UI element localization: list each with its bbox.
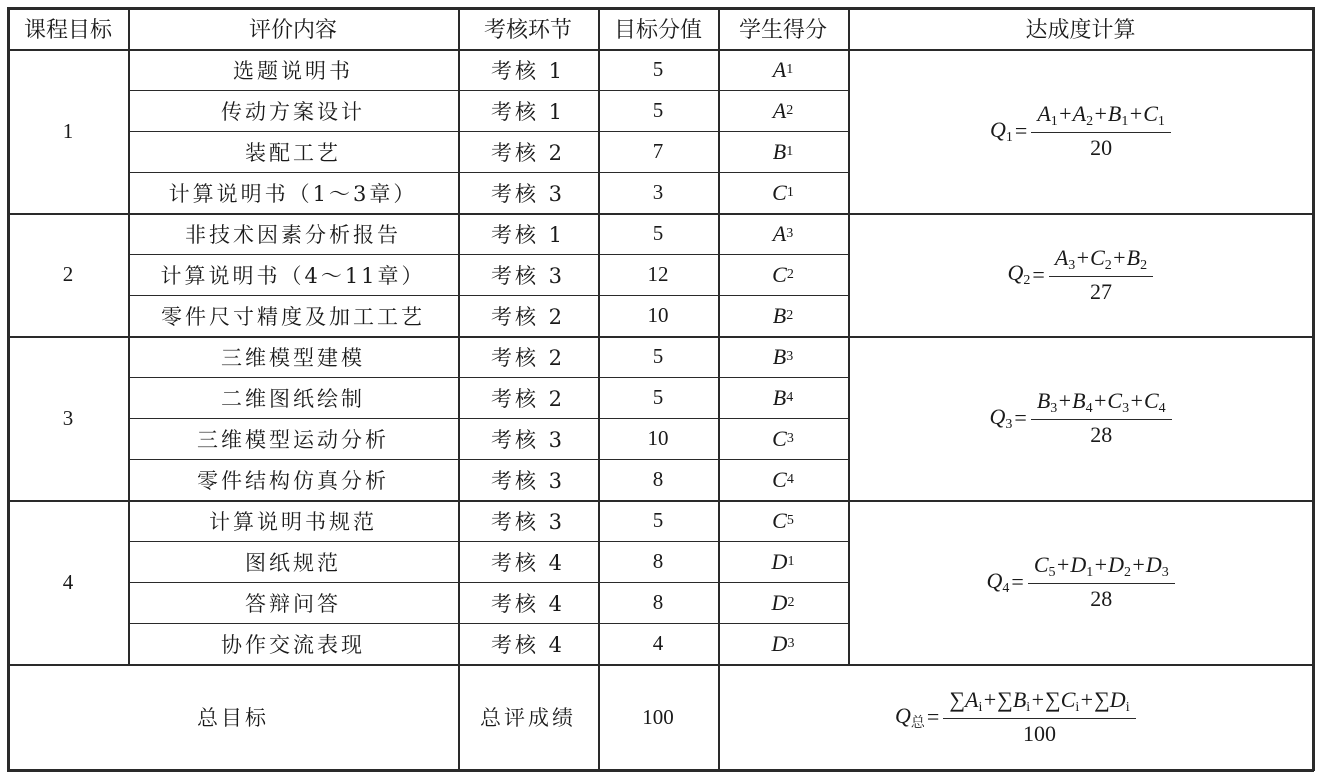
assessment-stage-cell: 考核 2: [490, 345, 566, 370]
evaluation-content-cell: 三维模型建模: [221, 345, 365, 370]
assessment-stage-cell: 考核 3: [490, 427, 566, 452]
table-rule: [7, 769, 1314, 772]
numerator-subscript: 3: [1050, 401, 1058, 416]
evaluation-content-cell: 协作交流表现: [221, 632, 365, 657]
score-subscript: 4: [786, 471, 794, 487]
evaluation-content-cell: 图纸规范: [245, 550, 341, 575]
formula-q-subscript: 4: [1002, 580, 1010, 596]
target-score-cell: 10: [647, 303, 669, 327]
fraction-numerator: [1049, 245, 1153, 277]
numerator-subscript: 1: [1086, 565, 1094, 580]
course-objective-cell: 1: [62, 118, 74, 143]
column-header: 课程目标: [23, 18, 112, 43]
numerator-subscript: i: [1026, 700, 1031, 715]
table-rule: [8, 213, 1313, 215]
total-stage-cell: 总评成绩: [480, 706, 576, 730]
course-objective-cell: 4: [62, 569, 74, 594]
score-subscript: 5: [786, 512, 794, 528]
numerator-term: +B: [1093, 101, 1122, 126]
score-subscript: 2: [786, 307, 794, 323]
target-score-cell: 5: [652, 57, 664, 81]
table-rule: [128, 172, 848, 173]
achievement-formula: [990, 101, 1171, 161]
numerator-term: +A: [1057, 101, 1087, 126]
evaluation-content-cell: 装配工艺: [245, 140, 341, 165]
fraction: [1028, 552, 1175, 612]
numerator-subscript: 4: [1085, 401, 1093, 416]
numerator-term: +∑D: [1079, 687, 1126, 712]
assessment-stage-cell: 考核 4: [490, 632, 566, 657]
numerator-term: C: [1033, 552, 1049, 577]
numerator-subscript: 2: [1104, 257, 1112, 273]
assessment-stage-cell: 考核 1: [490, 222, 566, 247]
table-rule: [128, 90, 848, 91]
numerator-term: +∑B: [982, 687, 1027, 712]
numerator-term: +∑C: [1030, 687, 1076, 712]
numerator-term: +B: [1111, 244, 1141, 270]
score-subscript: 2: [787, 594, 795, 610]
assessment-stage-cell: 考核 2: [490, 304, 566, 329]
student-score-cell: [718, 582, 848, 623]
fraction-numerator: [1028, 552, 1175, 584]
score-letter: C: [772, 261, 787, 287]
column-header: 达成度计算: [1025, 18, 1136, 43]
evaluation-content-cell: 计算说明书规范: [209, 509, 377, 534]
student-score-cell: [718, 172, 848, 213]
numerator-term: +D: [1130, 552, 1162, 577]
student-score-cell: [718, 49, 848, 90]
score-letter: C: [772, 425, 787, 451]
table-rule: [1312, 7, 1315, 771]
column-header: 目标分值: [613, 18, 702, 43]
score-subscript: 3: [786, 430, 794, 446]
total-target-cell: 100: [642, 704, 674, 729]
fraction-denominator: 20: [1090, 135, 1113, 160]
column-header: 考核环节: [483, 18, 572, 43]
target-score-cell: 8: [652, 549, 664, 573]
table-rule: [7, 7, 10, 771]
table-rule: [128, 418, 848, 419]
score-subscript: 3: [786, 348, 794, 364]
target-score-cell: 5: [652, 385, 664, 409]
evaluation-content-cell: 传动方案设计: [221, 99, 365, 124]
total-formula: [895, 687, 1136, 747]
numerator-term: A: [1054, 244, 1069, 270]
achievement-formula: [990, 388, 1172, 448]
fraction-denominator: 28: [1090, 422, 1113, 447]
numerator-term: +C: [1075, 244, 1105, 270]
student-score-cell: [718, 623, 848, 664]
fraction-numerator: [943, 687, 1135, 719]
assessment-stage-cell: 考核 3: [490, 468, 566, 493]
student-score-cell: [718, 377, 848, 418]
score-letter: D: [771, 630, 788, 656]
student-score-cell: [718, 459, 848, 500]
target-score-cell: 5: [652, 221, 664, 245]
numerator-subscript: 1: [1157, 114, 1165, 129]
formula-q: $Q_4$: [986, 567, 1010, 596]
fraction: [943, 687, 1135, 747]
table-rule: [458, 8, 460, 770]
numerator-subscript: 2: [1140, 257, 1148, 273]
course-objective-cell: 3: [62, 405, 74, 430]
numerator-term: +C: [1129, 388, 1159, 413]
student-score-cell: [718, 336, 848, 377]
numerator-subscript: 1: [1121, 114, 1129, 129]
student-score-cell: [718, 541, 848, 582]
table-rule: [128, 623, 848, 624]
score-letter: B: [772, 138, 787, 164]
achievement-formula: [1008, 245, 1154, 305]
fraction: [1031, 101, 1171, 161]
total-objective-label: 总目标: [197, 706, 269, 730]
table-rule: [128, 254, 848, 255]
evaluation-content-cell: 零件结构仿真分析: [197, 468, 389, 493]
target-score-cell: 4: [652, 631, 664, 655]
table-rule: [8, 336, 1313, 338]
score-subscript: 4: [786, 389, 794, 405]
evaluation-content-cell: 答辩问答: [245, 591, 341, 616]
assessment-stage-cell: 考核 4: [490, 591, 566, 616]
formula-q: $Q_1$: [990, 116, 1013, 145]
student-score-cell: [718, 131, 848, 172]
formula-q-subscript: 1: [1005, 129, 1013, 145]
numerator-subscript: 3: [1122, 401, 1130, 416]
numerator-subscript: i: [1075, 700, 1080, 715]
target-score-cell: 7: [652, 139, 664, 163]
score-subscript: 1: [786, 61, 794, 77]
table-rule: [718, 8, 720, 770]
formula-q: $Q_2$: [1007, 260, 1031, 288]
score-letter: A: [772, 56, 787, 82]
target-score-cell: 10: [647, 426, 669, 450]
score-letter: B: [772, 384, 787, 410]
assessment-stage-cell: 考核 3: [490, 263, 566, 288]
assessment-stage-cell: 考核 2: [490, 140, 566, 165]
numerator-term: +D: [1093, 552, 1124, 577]
score-subscript: 1: [786, 184, 794, 200]
table-rule: [128, 377, 848, 378]
column-header: 学生得分: [738, 18, 827, 43]
score-letter: B: [772, 343, 787, 369]
numerator-subscript: 3: [1068, 257, 1076, 273]
table-rule: [8, 500, 1313, 502]
column-header: 评价内容: [248, 18, 337, 43]
formula-q: $Q_3$: [989, 403, 1013, 432]
evaluation-content-cell: 非技术因素分析报告: [185, 222, 401, 247]
numerator-term: B: [1036, 388, 1051, 413]
student-score-cell: [718, 500, 848, 541]
course-objective-cell: 2: [62, 262, 74, 286]
student-score-cell: [718, 213, 848, 254]
table-rule: [128, 8, 130, 664]
table-rule: [848, 8, 850, 664]
student-score-cell: [718, 418, 848, 459]
score-subscript: 1: [786, 143, 794, 159]
score-letter: A: [772, 220, 787, 246]
numerator-subscript: 3: [1161, 565, 1169, 580]
fraction-denominator: 100: [1022, 721, 1056, 746]
target-score-cell: 8: [652, 590, 664, 614]
numerator-term: +C: [1128, 101, 1158, 126]
numerator-subscript: i: [1125, 700, 1130, 715]
evaluation-content-cell: 计算说明书（4～11章）: [160, 263, 426, 288]
target-score-cell: 5: [652, 508, 664, 532]
score-subscript: 2: [786, 266, 794, 282]
formula-q-subscript: 总: [910, 714, 925, 731]
evaluation-content-cell: 零件尺寸精度及加工工艺: [161, 304, 425, 329]
formula-q-subscript: 2: [1023, 273, 1031, 288]
target-score-cell: 8: [652, 467, 664, 491]
table-rule: [128, 131, 848, 132]
numerator-subscript: 2: [1086, 114, 1094, 129]
score-subscript: 1: [787, 553, 795, 569]
assessment-stage-cell: 考核 1: [490, 58, 566, 83]
target-score-cell: 5: [652, 98, 664, 122]
student-score-cell: [718, 295, 848, 336]
table-rule: [128, 295, 848, 296]
fraction-denominator: 27: [1089, 278, 1112, 304]
fraction-denominator: 28: [1090, 586, 1113, 611]
numerator-subscript: 4: [1158, 401, 1166, 416]
assessment-stage-cell: 考核 1: [490, 99, 566, 124]
table-rule: [128, 459, 848, 460]
assessment-stage-cell: 考核 4: [490, 550, 566, 575]
student-score-cell: [718, 254, 848, 295]
target-score-cell: 3: [652, 180, 664, 204]
numerator-subscript: 5: [1048, 565, 1056, 580]
table-rule: [128, 541, 848, 542]
table-rule: [598, 8, 600, 770]
score-letter: C: [772, 507, 787, 533]
evaluation-content-cell: 选题说明书: [233, 58, 353, 83]
equals-sign: =: [1014, 118, 1028, 143]
student-score-cell: [718, 90, 848, 131]
numerator-subscript: 2: [1123, 565, 1131, 580]
score-letter: C: [772, 179, 787, 205]
score-letter: D: [771, 589, 788, 615]
score-letter: A: [772, 97, 787, 123]
table-rule: [8, 664, 1313, 666]
score-subscript: 2: [786, 102, 794, 118]
numerator-term: +D: [1055, 552, 1087, 577]
score-subscript: 3: [787, 635, 795, 651]
numerator-term: +B: [1057, 388, 1086, 413]
achievement-formula: [987, 552, 1175, 612]
table-rule: [7, 7, 1314, 10]
target-score-cell: 5: [652, 344, 664, 368]
assessment-stage-cell: 考核 3: [490, 181, 566, 206]
equals-sign: =: [1011, 569, 1024, 594]
evaluation-content-cell: 二维图纸绘制: [221, 386, 365, 411]
score-letter: D: [771, 548, 788, 574]
formula-q: $Q_总$: [895, 702, 925, 731]
fraction-numerator: [1031, 388, 1172, 420]
table-rule: [8, 49, 1313, 51]
numerator-term: ∑A: [949, 687, 979, 712]
numerator-subscript: 1: [1050, 114, 1058, 129]
numerator-subscript: i: [978, 700, 983, 715]
fraction-numerator: [1031, 101, 1171, 133]
score-letter: C: [772, 466, 787, 492]
numerator-term: A: [1037, 101, 1051, 126]
assessment-stage-cell: 考核 3: [490, 509, 566, 534]
formula-q-subscript: 3: [1005, 416, 1013, 432]
numerator-term: +C: [1092, 388, 1123, 413]
score-letter: B: [772, 302, 787, 328]
evaluation-content-cell: 三维模型运动分析: [197, 427, 389, 452]
target-score-cell: 12: [647, 262, 669, 286]
assessment-stage-cell: 考核 2: [490, 386, 566, 411]
fraction: [1049, 245, 1153, 305]
equals-sign: =: [1032, 261, 1045, 287]
score-subscript: 3: [786, 225, 794, 241]
fraction: [1031, 388, 1172, 448]
equals-sign: =: [1014, 405, 1027, 430]
table-rule: [128, 582, 848, 583]
equals-sign: =: [926, 704, 940, 729]
evaluation-content-cell: 计算说明书（1～3章）: [168, 181, 418, 206]
